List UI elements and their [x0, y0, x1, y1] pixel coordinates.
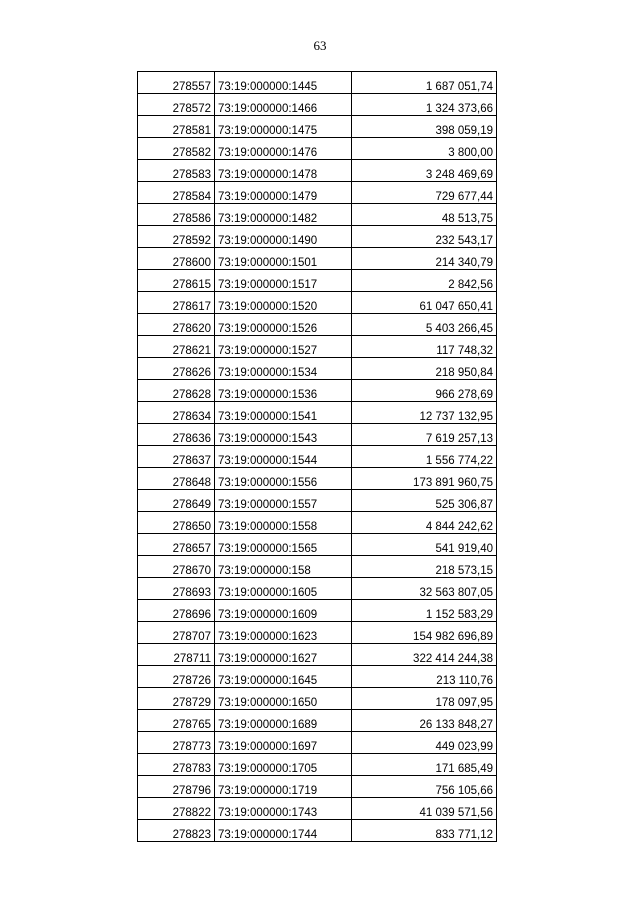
row-id-cell: 278637	[138, 446, 215, 468]
cadastral-value-cell: 2 842,56	[352, 270, 497, 292]
cadastral-number-cell: 73:19:000000:1520	[215, 292, 352, 314]
cadastral-value-cell: 1 556 774,22	[352, 446, 497, 468]
row-id-cell: 278592	[138, 226, 215, 248]
table-row	[138, 644, 497, 666]
table-row	[138, 204, 497, 226]
cadastral-value-cell: 756 105,66	[352, 776, 497, 798]
cadastral-number-cell: 73:19:000000:1517	[215, 270, 352, 292]
row-id-cell: 278707	[138, 622, 215, 644]
row-id-cell: 278696	[138, 600, 215, 622]
cadastral-value-cell: 1 152 583,29	[352, 600, 497, 622]
cadastral-number-cell: 73:19:000000:1556	[215, 468, 352, 490]
table-row	[138, 820, 497, 842]
cadastral-number-cell: 73:19:000000:1697	[215, 732, 352, 754]
cadastral-number-cell: 73:19:000000:1743	[215, 798, 352, 820]
table-row	[138, 798, 497, 820]
cadastral-value-cell: 218 573,15	[352, 556, 497, 578]
cadastral-number-cell: 73:19:000000:1527	[215, 336, 352, 358]
cadastral-value-cell: 232 543,17	[352, 226, 497, 248]
table-row	[138, 424, 497, 446]
row-id-cell: 278583	[138, 160, 215, 182]
table-row	[138, 380, 497, 402]
cadastral-number-cell: 73:19:000000:1445	[215, 72, 352, 94]
table-row	[138, 754, 497, 776]
cadastral-value-cell: 48 513,75	[352, 204, 497, 226]
cadastral-number-cell: 73:19:000000:1544	[215, 446, 352, 468]
row-id-cell: 278765	[138, 710, 215, 732]
row-id-cell: 278628	[138, 380, 215, 402]
row-id-cell: 278711	[138, 644, 215, 666]
cadastral-value-cell: 449 023,99	[352, 732, 497, 754]
cadastral-number-cell: 73:19:000000:1475	[215, 116, 352, 138]
cadastral-number-cell: 73:19:000000:1744	[215, 820, 352, 842]
table-row	[138, 248, 497, 270]
cadastral-number-cell: 73:19:000000:1557	[215, 490, 352, 512]
cadastral-number-cell: 73:19:000000:1719	[215, 776, 352, 798]
cadastral-value-cell: 3 248 469,69	[352, 160, 497, 182]
cadastral-value-cell: 541 919,40	[352, 534, 497, 556]
cadastral-value-cell: 218 950,84	[352, 358, 497, 380]
row-id-cell: 278693	[138, 578, 215, 600]
row-id-cell: 278581	[138, 116, 215, 138]
row-id-cell: 278823	[138, 820, 215, 842]
cadastral-value-cell: 966 278,69	[352, 380, 497, 402]
cadastral-number-cell: 73:19:000000:1543	[215, 424, 352, 446]
row-id-cell: 278615	[138, 270, 215, 292]
cadastral-number-cell: 73:19:000000:1536	[215, 380, 352, 402]
table-row	[138, 688, 497, 710]
cadastral-number-cell: 73:19:000000:1541	[215, 402, 352, 424]
table-row	[138, 512, 497, 534]
cadastral-number-cell: 73:19:000000:1565	[215, 534, 352, 556]
row-id-cell: 278621	[138, 336, 215, 358]
cadastral-number-cell: 73:19:000000:1689	[215, 710, 352, 732]
cadastral-number-cell: 73:19:000000:1478	[215, 160, 352, 182]
table-row	[138, 402, 497, 424]
row-id-cell: 278620	[138, 314, 215, 336]
cadastral-number-cell: 73:19:000000:1482	[215, 204, 352, 226]
row-id-cell: 278822	[138, 798, 215, 820]
table-row	[138, 666, 497, 688]
cadastral-number-cell: 73:19:000000:1534	[215, 358, 352, 380]
cadastral-number-cell: 73:19:000000:158	[215, 556, 352, 578]
cadastral-number-cell: 73:19:000000:1705	[215, 754, 352, 776]
row-id-cell: 278636	[138, 424, 215, 446]
row-id-cell: 278586	[138, 204, 215, 226]
table-row	[138, 622, 497, 644]
cadastral-number-cell: 73:19:000000:1479	[215, 182, 352, 204]
page-number: 63	[313, 38, 327, 53]
cadastral-value-cell: 729 677,44	[352, 182, 497, 204]
cadastral-value-table	[137, 71, 497, 842]
table-row	[138, 138, 497, 160]
table-row	[138, 710, 497, 732]
row-id-cell: 278557	[138, 72, 215, 94]
cadastral-value-cell: 117 748,32	[352, 336, 497, 358]
row-id-cell: 278796	[138, 776, 215, 798]
row-id-cell: 278649	[138, 490, 215, 512]
row-id-cell: 278584	[138, 182, 215, 204]
cadastral-number-cell: 73:19:000000:1476	[215, 138, 352, 160]
cadastral-value-cell: 61 047 650,41	[352, 292, 497, 314]
cadastral-value-cell: 1 687 051,74	[352, 72, 497, 94]
table-row	[138, 776, 497, 798]
table-row	[138, 490, 497, 512]
cadastral-number-cell: 73:19:000000:1623	[215, 622, 352, 644]
table-row	[138, 732, 497, 754]
cadastral-value-cell: 32 563 807,05	[352, 578, 497, 600]
table-row	[138, 468, 497, 490]
table-row	[138, 182, 497, 204]
table-row	[138, 72, 497, 94]
cadastral-value-cell: 525 306,87	[352, 490, 497, 512]
table-row	[138, 314, 497, 336]
row-id-cell: 278617	[138, 292, 215, 314]
table-row	[138, 336, 497, 358]
table-row	[138, 358, 497, 380]
row-id-cell: 278729	[138, 688, 215, 710]
cadastral-value-cell: 213 110,76	[352, 666, 497, 688]
cadastral-number-cell: 73:19:000000:1501	[215, 248, 352, 270]
table-row	[138, 94, 497, 116]
row-id-cell: 278582	[138, 138, 215, 160]
cadastral-number-cell: 73:19:000000:1490	[215, 226, 352, 248]
cadastral-value-cell: 5 403 266,45	[352, 314, 497, 336]
cadastral-value-cell: 833 771,12	[352, 820, 497, 842]
table-row	[138, 556, 497, 578]
table-row	[138, 578, 497, 600]
cadastral-number-cell: 73:19:000000:1609	[215, 600, 352, 622]
cadastral-number-cell: 73:19:000000:1558	[215, 512, 352, 534]
cadastral-number-cell: 73:19:000000:1466	[215, 94, 352, 116]
cadastral-number-cell: 73:19:000000:1526	[215, 314, 352, 336]
table-row	[138, 446, 497, 468]
table-row	[138, 270, 497, 292]
cadastral-value-cell: 7 619 257,13	[352, 424, 497, 446]
cadastral-value-cell: 173 891 960,75	[352, 468, 497, 490]
table-row	[138, 292, 497, 314]
row-id-cell: 278783	[138, 754, 215, 776]
cadastral-number-cell: 73:19:000000:1627	[215, 644, 352, 666]
cadastral-value-cell: 171 685,49	[352, 754, 497, 776]
cadastral-value-cell: 154 982 696,89	[352, 622, 497, 644]
cadastral-number-cell: 73:19:000000:1645	[215, 666, 352, 688]
row-id-cell: 278657	[138, 534, 215, 556]
table-row	[138, 160, 497, 182]
table-body	[138, 72, 497, 842]
row-id-cell: 278648	[138, 468, 215, 490]
row-id-cell: 278650	[138, 512, 215, 534]
table-row	[138, 226, 497, 248]
row-id-cell: 278670	[138, 556, 215, 578]
cadastral-number-cell: 73:19:000000:1605	[215, 578, 352, 600]
cadastral-value-cell: 214 340,79	[352, 248, 497, 270]
cadastral-value-cell: 4 844 242,62	[352, 512, 497, 534]
row-id-cell: 278626	[138, 358, 215, 380]
cadastral-number-cell: 73:19:000000:1650	[215, 688, 352, 710]
table-row	[138, 116, 497, 138]
cadastral-value-cell: 12 737 132,95	[352, 402, 497, 424]
row-id-cell: 278726	[138, 666, 215, 688]
table-row	[138, 534, 497, 556]
cadastral-value-cell: 41 039 571,56	[352, 798, 497, 820]
cadastral-value-cell: 398 059,19	[352, 116, 497, 138]
row-id-cell: 278572	[138, 94, 215, 116]
cadastral-value-cell: 26 133 848,27	[352, 710, 497, 732]
row-id-cell: 278600	[138, 248, 215, 270]
cadastral-value-cell: 3 800,00	[352, 138, 497, 160]
row-id-cell: 278773	[138, 732, 215, 754]
cadastral-value-cell: 178 097,95	[352, 688, 497, 710]
cadastral-value-cell: 1 324 373,66	[352, 94, 497, 116]
table-row	[138, 600, 497, 622]
cadastral-value-cell: 322 414 244,38	[352, 644, 497, 666]
row-id-cell: 278634	[138, 402, 215, 424]
